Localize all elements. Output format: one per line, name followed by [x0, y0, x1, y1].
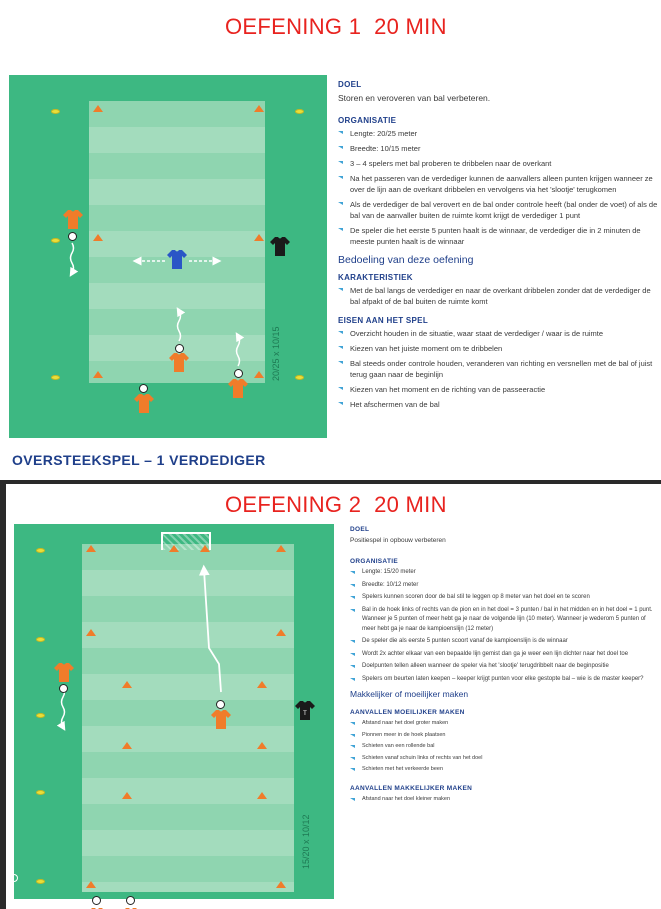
field-dimension-label: 20/25 x 10/15	[271, 326, 281, 381]
list-item: Breedte: 10/12 meter	[350, 581, 655, 591]
list-item: Het afschermen van de bal	[338, 399, 658, 410]
movement-arrows	[14, 524, 334, 899]
orange-shirt-player-icon	[168, 351, 190, 373]
bedoeling-heading: Bedoeling van deze oefening	[338, 254, 474, 266]
football-icon	[126, 896, 135, 905]
list-item: 3 – 4 spelers met bal proberen te dribbelen naar de overkant	[338, 158, 658, 169]
list-item: Met de bal langs de verdediger en naar de overkant dribbelen zonder dat de verdediger de bal afpakt of de bal buiten de ruimte komt	[338, 285, 658, 307]
orange-shirt-player-icon	[133, 392, 155, 414]
moeilijker-list	[350, 719, 655, 775]
list-item: Bal in de hoek links of rechts van de pion en in het doel = 3 punten / bal in het midden en in het doel = 1 punt. Wanneer je 5 punten of meer hebt ga je naar de volgende lijn (10 meter). Wanneer je wederom 5 punten of meer hebt ga je naar de kampioenslijn (12 meter)	[350, 606, 655, 635]
football-icon	[59, 684, 68, 693]
list-item: Na het passeren van de verdediger kunnen de aanvallers alleen punten krijgen wanneer ze over de lijn aan de overkant dribbelen en vervolgens via het 'slootje' terugkomen	[338, 173, 658, 195]
list-item: Schieten met het verkeerde been	[350, 765, 655, 775]
doel-heading: DOEL	[338, 80, 362, 89]
black-shirt-player-icon	[269, 235, 291, 257]
doel-text: Positiespel in opbouw verbeteren	[350, 537, 446, 544]
organisatie-heading: ORGANISATIE	[350, 558, 398, 565]
eisen-heading: EISEN AAN HET SPEL	[338, 316, 429, 325]
makkelijker-aanval-heading: AANVALLEN MAKKELIJKER MAKEN	[350, 784, 473, 792]
exercise-1-text	[338, 78, 658, 414]
doel-heading: DOEL	[350, 526, 370, 533]
doel-text: Storen en veroveren van bal verbeteren.	[338, 93, 491, 103]
list-item: Schieten van een rollende bal	[350, 742, 655, 752]
black-shirt-player-icon	[294, 699, 316, 721]
makkelijker-moeilijker-heading: Makkelijker of moeilijker maken	[350, 689, 469, 699]
list-item: Bal steeds onder controle houden, veranderen van richting en versnellen met de bal of juist terug gaan naar de beginlijn	[338, 358, 658, 380]
exercise-2-panel	[0, 480, 661, 909]
list-item: Afstand naar het doel groter maken	[350, 719, 655, 729]
football-icon	[92, 896, 101, 905]
list-item: Lengte: 20/25 meter	[338, 128, 658, 139]
list-item: Spelers kunnen scoren door de bal stil te leggen op 8 meter van het doel en te scoren	[350, 593, 655, 603]
list-item: Wordt 2x achter elkaar van een bepaalde lijn gemist dan ga je weer een lijn dichter naar het doel toe	[350, 650, 655, 660]
list-item: Pionnen meer in de hoek plaatsen	[350, 731, 655, 741]
list-item: Afstand naar het doel kleiner maken	[350, 795, 655, 805]
list-item: Breedte: 10/15 meter	[338, 143, 658, 154]
blue-shirt-player-icon	[166, 248, 188, 270]
field-dimension-label: 15/20 x 10/12	[301, 814, 311, 869]
makkelijker-aanval-list	[350, 795, 655, 805]
orange-shirt-player-icon	[62, 208, 84, 230]
organisatie-list	[350, 568, 655, 684]
list-item: Doelpunten tellen alleen wanneer de speler via het 'slootje' terugdribbelt naar de beginpositie	[350, 662, 655, 672]
karakteristiek-list	[338, 285, 658, 307]
exercise-2-title: OEFENING 2 20 MIN	[225, 492, 447, 517]
exercise-2-field-diagram	[14, 524, 334, 899]
list-item: Lengte: 15/20 meter	[350, 568, 655, 578]
corner-circle-icon	[10, 874, 18, 882]
exercise-2-text	[350, 526, 655, 806]
exercise-1-caption: OVERSTEEKSPEL – 1 VERDEDIGER	[12, 452, 266, 468]
orange-shirt-player-icon	[210, 708, 232, 730]
list-item: Spelers om beurten laten keepen – keeper krijgt punten voor elke gestopte bal – wie is de master keeper?	[350, 675, 655, 685]
list-item: Schieten vanaf schuin links of rechts van het doel	[350, 754, 655, 764]
list-item: Overzicht houden in de situatie, waar staat de verdediger / waar is de ruimte	[338, 328, 658, 339]
organisatie-list	[338, 128, 658, 247]
football-icon	[68, 232, 77, 241]
list-item: Kiezen van het moment en de richting van de passeeractie	[338, 384, 658, 395]
svg-text:T: T	[303, 711, 307, 717]
list-item: De speler die het eerste 5 punten haalt is de winnaar, de verdediger die in 2 minuten de meeste punten haalt is de winnaar	[338, 225, 658, 247]
list-item: De speler die als eerste 5 punten scoort vanaf de kampioenslijn is de winnaar	[350, 637, 655, 647]
orange-shirt-player-icon	[227, 377, 249, 399]
list-item: Als de verdediger de bal verovert en de bal onder controle heeft (bal onder de voet) of als de bal van de aanvaller buiten de ruimte komt krijgt de verdediger 1 punt	[338, 199, 658, 221]
orange-shirt-player-icon	[53, 661, 75, 683]
exercise-1-field-diagram	[9, 75, 327, 438]
eisen-list	[338, 328, 658, 410]
list-item: Kiezen van het juiste moment om te dribbelen	[338, 343, 658, 354]
exercise-1-title: OEFENING 1 20 MIN	[225, 14, 447, 39]
organisatie-heading: ORGANISATIE	[338, 116, 397, 125]
moeilijker-heading: AANVALLEN MOEILIJKER MAKEN	[350, 709, 465, 716]
karakteristiek-heading: KARAKTERISTIEK	[338, 273, 413, 282]
